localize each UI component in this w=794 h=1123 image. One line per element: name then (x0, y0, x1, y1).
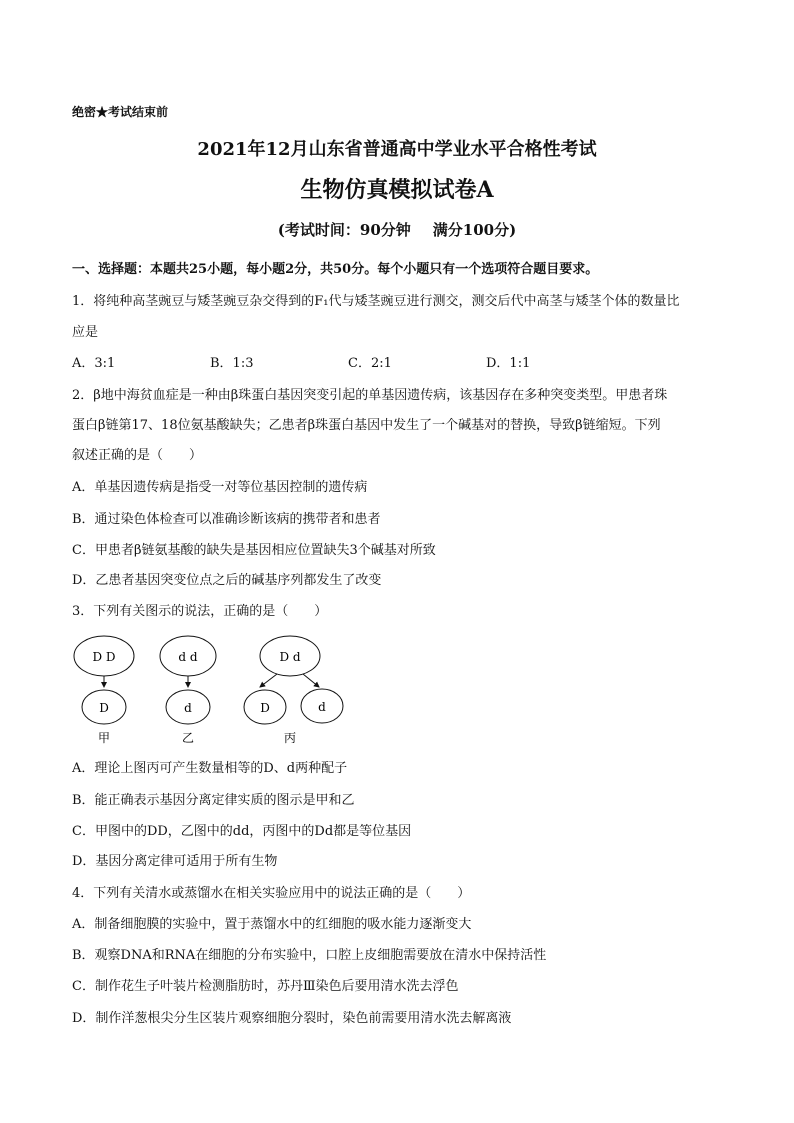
bing-label: 丙 (283, 731, 297, 745)
q3-option-d: D．基因分离定律可适用于所有生物 (72, 854, 278, 869)
q1-option-a: A．3:1 (72, 356, 116, 371)
q3-option-a: A．理论上图丙可产生数量相等的D、d两种配子 (72, 761, 348, 776)
q2-option-a: A．单基因遗传病是指受一对等位基因控制的遗传病 (72, 480, 368, 495)
jia-label: 甲 (97, 731, 111, 745)
q3-option-c: C．甲图中的DD，乙图中的dd，丙图中的Dd都是等位基因 (72, 824, 412, 839)
q4-option-c: C．制作花生子叶装片检测脂肪时，苏丹Ⅲ染色后要用清水洗去浮色 (72, 979, 459, 994)
q4-stem: 4．下列有关清水或蒸馏水在相关实验应用中的说法正确的是（ ） (72, 886, 471, 901)
yi-label: 乙 (181, 731, 195, 745)
q3-stem: 3．下列有关图示的说法，正确的是（ ） (72, 604, 328, 619)
yi-gamete-gene: d (184, 701, 192, 715)
q2-option-c: C．甲患者β链氨基酸的缺失是基因相应位置缺失3个碱基对所致 (72, 543, 436, 558)
allele-diagram (68, 632, 368, 750)
secret-mark: 绝密★考试结束前 (72, 105, 169, 119)
q1-stem-line2: 应是 (72, 325, 99, 340)
q4-option-a: A．制备细胞膜的实验中，置于蒸馏水中的红细胞的吸水能力逐渐变大 (72, 917, 472, 932)
q2-stem-line2: 蛋白β链第17、18位氨基酸缺失；乙患者β珠蛋白基因中发生了一个碱基对的替换，导致β链缩短。下列 (72, 418, 661, 433)
exam-title: 2021年12月山东省普通高中学业水平合格性考试 (197, 139, 597, 160)
q2-option-d: D．乙患者基因突变位点之后的碱基序列都发生了改变 (72, 573, 382, 588)
q3-option-b: B．能正确表示基因分离定律实质的图示是甲和乙 (72, 793, 355, 808)
q1-option-d: D．1:1 (486, 356, 531, 371)
q1-options (72, 352, 632, 370)
bing-arrow-right (303, 674, 319, 687)
bing-gamete-left-gene: D (260, 701, 270, 715)
exam-meta (0, 219, 794, 240)
jia-gamete-gene: D (99, 701, 109, 715)
exam-time: (考试时间：90分钟 (277, 221, 411, 239)
bing-gamete-right-gene: d (318, 700, 326, 714)
q1-option-c: C．2:1 (348, 356, 392, 371)
q4-option-d: D．制作洋葱根尖分生区装片观察细胞分裂时，染色前需要用清水洗去解离液 (72, 1011, 512, 1026)
q1-stem-line1: 1．将纯种高茎豌豆与矮茎豌豆杂交得到的F₁代与矮茎豌豆进行测交，测交后代中高茎与矮茎个体的数量比 (72, 294, 680, 309)
paper-title: 生物仿真模拟试卷A (300, 177, 494, 203)
q2-stem-line1: 2．β地中海贫血症是一种由β珠蛋白基因突变引起的单基因遗传病，该基因存在多种突变类型。甲患者珠 (72, 388, 668, 403)
q2-stem-line3: 叙述正确的是（ ） (72, 448, 203, 463)
q4-option-b: B．观察DNA和RNA在细胞的分布实验中，口腔上皮细胞需要放在清水中保持活性 (72, 948, 547, 963)
bing-parent-genotype: D d (279, 650, 301, 664)
yi-parent-genotype: d d (178, 650, 198, 664)
full-score: 满分100分) (432, 221, 517, 239)
jia-parent-genotype: D D (92, 650, 116, 664)
q2-option-b: B．通过染色体检查可以准确诊断该病的携带者和患者 (72, 512, 381, 527)
section-heading: 一、选择题：本题共25小题，每小题2分，共50分。每个小题只有一个选项符合题目要求。 (72, 262, 599, 277)
q1-option-b: B．1:3 (210, 356, 254, 371)
bing-arrow-left (260, 674, 277, 687)
